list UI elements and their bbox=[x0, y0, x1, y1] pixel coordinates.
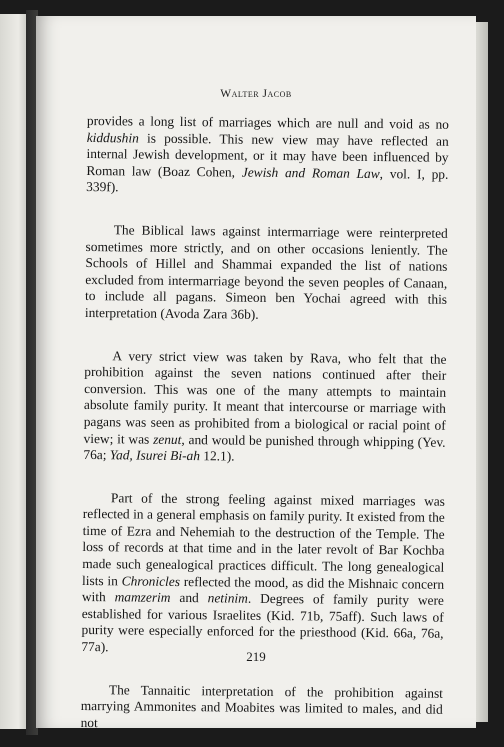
italic-term: Chronicles bbox=[121, 573, 181, 589]
facing-page-edge bbox=[0, 14, 26, 729]
page-stack-edge bbox=[476, 22, 488, 722]
italic-citation: Jewish and Roman Law bbox=[241, 164, 380, 181]
running-header: Walter Jacob bbox=[220, 88, 292, 100]
paragraph-3: A very strict view was taken by Rava, who felt that the prohibition against the seven nations continued after their conversion. This was one of the many attempts to maintain absolute family purity. It meant that intercourse or marriage with pagans was seen as prohibited from a biological or racial point of view; it was zenut, and would be punished through whipping (Yev. 76a; Yad, Isurei Bi-ah 12.1). bbox=[83, 347, 447, 464]
italic-term: zenut bbox=[153, 431, 182, 447]
page-number: 219 bbox=[246, 649, 266, 664]
italic-term: mamzerim bbox=[114, 589, 171, 606]
paragraph-1: provides a long list of marriages which are null and void as no kiddushin is possible. This new view may have reflected an internal Jewish development, or it may have been influenced by Roman law (Boaz Cohen, Jewish and Roman Law, vol. I, pp. 339f). bbox=[86, 113, 449, 195]
paragraph-4: Part of the strong feeling against mixed marriages was reflected in a general emphasis on family purity. It existed from the time of Ezra and Nehemiah to the destruction of the Temple. The loss of records at that time and in the later revolt of Bar Kochba made such genealogical practices difficult. The long genealogical lists in Chronicles reflected the mood, as did the Mishnaic concern with mamzerim and netinim. Degrees of family purity were established for various Israelites (Kid. 71b, 75aff). Such laws of purity were especially enforced for the priesthood (Kid. 66a, 76a, 77a). bbox=[81, 489, 446, 655]
italic-term: netinim bbox=[207, 590, 248, 606]
book-page bbox=[36, 16, 476, 728]
paragraph-2: The Biblical laws against intermarriage were reinterpreted sometimes more strictly, and on other occasions leniently. The Schools of Hillel and Shammai expanded the list of nations excluded from intermarriage beyond the seven peoples of Canaan, to include all pagans. Simeon ben Yochai agreed with this interpretation (Avoda Zara 36b). bbox=[84, 222, 448, 322]
italic-term: kiddushin bbox=[86, 129, 139, 146]
paragraph-5: The Tannaitic interpretation of the prohibition against marrying Ammonites and Moabites was limited to males, and did not bbox=[80, 681, 444, 730]
page-body bbox=[81, 113, 449, 735]
italic-citation: Yad, Isurei Bi-ah bbox=[109, 447, 201, 464]
